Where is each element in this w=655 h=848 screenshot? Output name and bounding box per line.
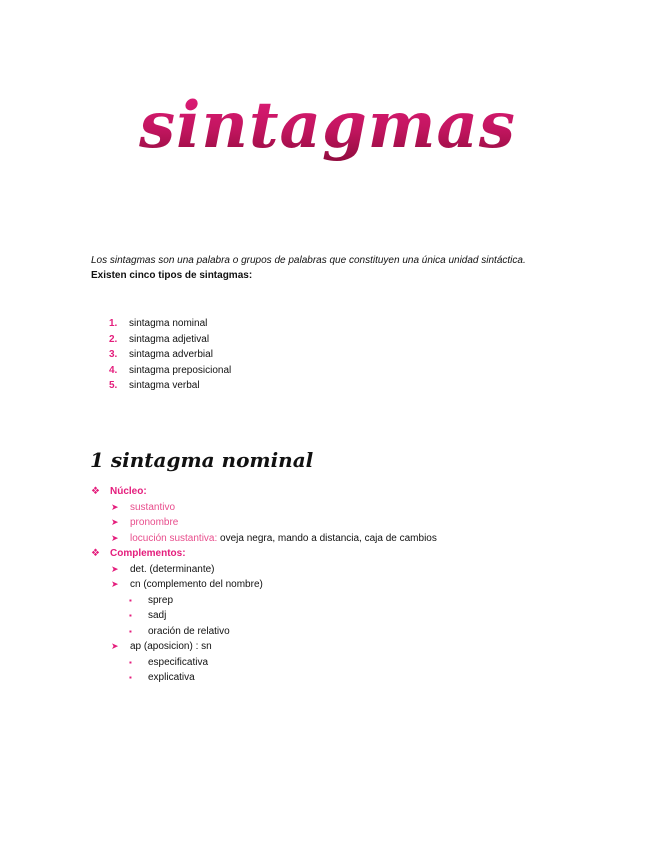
list-item: 1. sintagma nominal	[109, 318, 208, 330]
intro-paragraph	[91, 253, 571, 283]
outline-item: ➤ sustantivo	[111, 501, 176, 513]
types-heading: Existen cinco tipos de sintagmas:	[91, 270, 253, 281]
square-bullet-icon: ▪	[129, 626, 132, 636]
outline-item: ➤ cn (complemento del nombre)	[111, 579, 263, 591]
section-outline	[91, 484, 437, 686]
page-title: sintagmas	[0, 88, 655, 163]
diamond-bullet-icon: ❖	[91, 486, 100, 498]
square-bullet-icon: ▪	[129, 595, 132, 605]
arrow-bullet-icon: ➤	[111, 501, 119, 512]
outline-item: ▪ sprep	[129, 594, 174, 606]
arrow-bullet-icon: ➤	[111, 563, 119, 574]
list-item: 5. sintagma verbal	[109, 380, 200, 392]
arrow-bullet-icon: ➤	[111, 517, 119, 528]
arrow-bullet-icon: ➤	[111, 532, 119, 543]
outline-item-complementos: ❖ Complementos:	[91, 548, 186, 560]
list-item: 2. sintagma adjetival	[109, 333, 210, 345]
list-item: 3. sintagma adverbial	[109, 349, 213, 361]
arrow-bullet-icon: ➤	[111, 641, 119, 652]
arrow-bullet-icon: ➤	[111, 579, 119, 590]
list-item: 4. sintagma preposicional	[109, 364, 232, 376]
outline-item: ▪ oración de relativo	[129, 625, 230, 637]
section-heading: 1 sintagma nominal	[90, 448, 314, 472]
outline-item: ➤ pronombre	[111, 517, 179, 529]
square-bullet-icon: ▪	[129, 611, 132, 621]
outline-item: ▪ especificativa	[129, 656, 209, 668]
diamond-bullet-icon: ❖	[91, 548, 100, 560]
square-bullet-icon: ▪	[129, 657, 132, 667]
outline-item: ▪ sadj	[129, 610, 167, 622]
types-list	[109, 316, 231, 394]
outline-item: ▪ explicativa	[129, 672, 195, 684]
definition-text: Los sintagmas son una palabra o grupos de palabras que constituyen una única unidad sintáctica.	[91, 255, 526, 266]
outline-item: ➤ det. (determinante)	[111, 563, 215, 575]
square-bullet-icon: ▪	[129, 673, 132, 683]
outline-item: ➤ locución sustantiva: oveja negra, mando a distancia, caja de cambios	[111, 532, 437, 544]
outline-item-nucleo: ❖ Núcleo:	[91, 486, 147, 498]
outline-item: ➤ ap (aposicion) : sn	[111, 641, 212, 653]
